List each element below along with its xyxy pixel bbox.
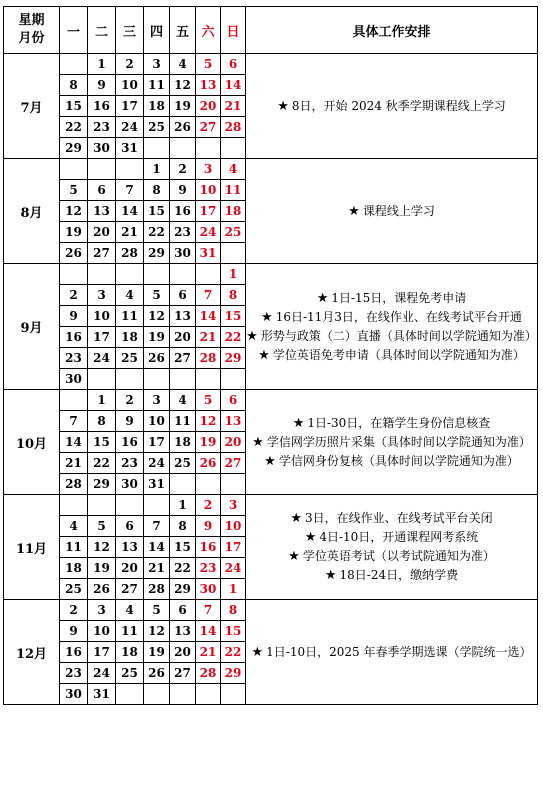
day-cell: 13 <box>196 75 221 96</box>
day-cell <box>196 684 221 705</box>
day-cell: 20 <box>221 432 246 453</box>
day-cell: 2 <box>60 600 88 621</box>
day-cell <box>196 369 221 390</box>
day-cell: 30 <box>116 474 144 495</box>
day-cell: 21 <box>60 453 88 474</box>
day-cell: 7 <box>196 285 221 306</box>
work-plan-item <box>246 97 537 116</box>
day-cell: 29 <box>144 243 170 264</box>
day-cell: 24 <box>116 117 144 138</box>
work-plan-item <box>246 547 537 566</box>
star-icon: ★ <box>288 549 300 564</box>
day-cell <box>144 684 170 705</box>
plan-header: 具体工作安排 <box>246 7 538 54</box>
day-cell: 27 <box>88 243 116 264</box>
day-cell: 10 <box>88 306 116 327</box>
day-cell: 23 <box>60 663 88 684</box>
day-cell: 24 <box>196 222 221 243</box>
week-row <box>4 390 538 411</box>
day-cell: 27 <box>170 663 196 684</box>
day-cell: 14 <box>144 537 170 558</box>
month-label: 11月 <box>4 495 60 600</box>
day-cell: 21 <box>144 558 170 579</box>
day-cell: 29 <box>60 138 88 159</box>
day-cell: 4 <box>60 516 88 537</box>
day-cell: 8 <box>221 285 246 306</box>
work-plan-cell <box>246 159 538 264</box>
day-cell: 4 <box>116 600 144 621</box>
day-cell <box>221 474 246 495</box>
work-plan-cell <box>246 495 538 600</box>
work-plan-item <box>246 202 537 221</box>
day-cell <box>144 264 170 285</box>
day-cell <box>170 264 196 285</box>
day-cell: 22 <box>88 453 116 474</box>
day-cell <box>116 264 144 285</box>
work-plan-text: 4日-10日，开通课程网考系统 <box>319 530 479 544</box>
day-cell: 24 <box>144 453 170 474</box>
day-cell: 9 <box>196 516 221 537</box>
work-plan-cell <box>246 600 538 705</box>
day-cell: 8 <box>170 516 196 537</box>
day-cell <box>196 138 221 159</box>
work-plan-item <box>246 643 537 662</box>
day-cell: 12 <box>196 411 221 432</box>
day-cell <box>60 390 88 411</box>
day-cell: 15 <box>60 96 88 117</box>
day-cell: 14 <box>116 201 144 222</box>
work-plan-text: 18日-24日，缴纳学费 <box>339 568 459 582</box>
day-cell: 5 <box>88 516 116 537</box>
day-cell: 20 <box>116 558 144 579</box>
day-cell: 10 <box>221 516 246 537</box>
day-cell: 14 <box>60 432 88 453</box>
day-cell: 19 <box>60 222 88 243</box>
day-cell: 30 <box>170 243 196 264</box>
day-cell: 28 <box>196 663 221 684</box>
day-cell: 25 <box>221 222 246 243</box>
day-cell: 20 <box>88 222 116 243</box>
day-cell: 18 <box>170 432 196 453</box>
day-cell: 17 <box>88 327 116 348</box>
day-cell: 6 <box>221 54 246 75</box>
day-cell: 14 <box>196 621 221 642</box>
day-cell: 31 <box>116 138 144 159</box>
day-cell: 20 <box>196 96 221 117</box>
day-cell: 24 <box>221 558 246 579</box>
day-cell: 9 <box>60 621 88 642</box>
day-cell <box>88 495 116 516</box>
star-icon: ★ <box>264 453 276 469</box>
weekday-header-fri: 五 <box>170 7 196 54</box>
day-cell: 5 <box>196 54 221 75</box>
work-plan-item <box>246 452 537 471</box>
day-cell: 1 <box>144 159 170 180</box>
day-cell <box>116 495 144 516</box>
day-cell: 22 <box>170 558 196 579</box>
day-cell: 18 <box>116 642 144 663</box>
week-row <box>4 264 538 285</box>
day-cell <box>170 684 196 705</box>
day-cell: 15 <box>88 432 116 453</box>
day-cell: 8 <box>88 411 116 432</box>
work-plan-text: 16日-11月3日，在线作业、在线考试平台开通 <box>275 309 522 324</box>
day-cell: 23 <box>60 348 88 369</box>
star-icon: ★ <box>252 434 264 450</box>
day-cell: 17 <box>116 96 144 117</box>
day-cell: 11 <box>170 411 196 432</box>
day-cell: 6 <box>88 180 116 201</box>
day-cell: 16 <box>170 201 196 222</box>
star-icon: ★ <box>290 511 302 526</box>
day-cell: 21 <box>116 222 144 243</box>
day-cell: 2 <box>116 390 144 411</box>
day-cell <box>60 159 88 180</box>
star-icon: ★ <box>251 644 264 660</box>
day-cell: 6 <box>170 600 196 621</box>
weekday-header-tue: 二 <box>88 7 116 54</box>
day-cell: 13 <box>170 306 196 327</box>
work-plan-item <box>246 308 537 327</box>
day-cell: 10 <box>116 75 144 96</box>
day-cell: 5 <box>196 390 221 411</box>
day-cell <box>60 495 88 516</box>
work-plan-item <box>246 509 537 528</box>
day-cell: 16 <box>60 327 88 348</box>
day-cell: 21 <box>221 96 246 117</box>
day-cell: 2 <box>196 495 221 516</box>
month-label: 7月 <box>4 54 60 159</box>
day-cell: 16 <box>116 432 144 453</box>
corner-header <box>4 7 60 54</box>
day-cell: 24 <box>88 348 116 369</box>
day-cell: 19 <box>144 642 170 663</box>
day-cell: 8 <box>144 180 170 201</box>
star-icon: ★ <box>261 309 273 325</box>
day-cell: 1 <box>170 495 196 516</box>
day-cell: 25 <box>170 453 196 474</box>
day-cell <box>60 54 88 75</box>
day-cell: 12 <box>144 306 170 327</box>
work-plan-cell <box>246 264 538 390</box>
week-row <box>4 600 538 621</box>
day-cell: 22 <box>221 642 246 663</box>
day-cell: 6 <box>116 516 144 537</box>
day-cell: 29 <box>221 663 246 684</box>
day-cell: 27 <box>116 579 144 600</box>
work-plan-item <box>246 566 537 585</box>
star-icon: ★ <box>304 530 317 545</box>
day-cell: 24 <box>88 663 116 684</box>
day-cell: 12 <box>170 75 196 96</box>
day-cell: 12 <box>144 621 170 642</box>
day-cell <box>196 474 221 495</box>
week-row <box>4 495 538 516</box>
day-cell: 18 <box>144 96 170 117</box>
day-cell: 28 <box>196 348 221 369</box>
day-cell <box>88 369 116 390</box>
day-cell <box>221 369 246 390</box>
day-cell: 30 <box>88 138 116 159</box>
day-cell: 1 <box>88 390 116 411</box>
day-cell: 20 <box>170 642 196 663</box>
day-cell <box>170 369 196 390</box>
day-cell: 27 <box>170 348 196 369</box>
day-cell: 12 <box>88 537 116 558</box>
day-cell: 9 <box>116 411 144 432</box>
day-cell: 29 <box>88 474 116 495</box>
day-cell: 13 <box>116 537 144 558</box>
work-plan-text: 1日-30日，在籍学生身份信息核查 <box>307 415 491 430</box>
day-cell: 4 <box>221 159 246 180</box>
day-cell: 31 <box>88 684 116 705</box>
day-cell: 2 <box>170 159 196 180</box>
weekday-header-wed: 三 <box>116 7 144 54</box>
day-cell: 26 <box>88 579 116 600</box>
day-cell: 5 <box>60 180 88 201</box>
day-cell: 31 <box>196 243 221 264</box>
day-cell: 7 <box>144 516 170 537</box>
day-cell: 11 <box>116 621 144 642</box>
day-cell <box>88 159 116 180</box>
day-cell: 3 <box>221 495 246 516</box>
day-cell: 15 <box>221 621 246 642</box>
day-cell: 3 <box>144 54 170 75</box>
day-cell: 2 <box>60 285 88 306</box>
day-cell: 28 <box>116 243 144 264</box>
day-cell: 4 <box>116 285 144 306</box>
day-cell <box>116 159 144 180</box>
day-cell: 23 <box>116 453 144 474</box>
day-cell: 16 <box>88 96 116 117</box>
day-cell: 9 <box>60 306 88 327</box>
day-cell: 25 <box>144 117 170 138</box>
day-cell: 28 <box>144 579 170 600</box>
day-cell: 13 <box>221 411 246 432</box>
month-label: 12月 <box>4 600 60 705</box>
day-cell: 5 <box>144 285 170 306</box>
day-cell <box>221 138 246 159</box>
star-icon: ★ <box>277 98 289 114</box>
day-cell: 18 <box>60 558 88 579</box>
header-row <box>4 7 538 54</box>
day-cell: 11 <box>221 180 246 201</box>
day-cell: 14 <box>196 306 221 327</box>
star-icon: ★ <box>316 290 329 306</box>
day-cell: 27 <box>196 117 221 138</box>
day-cell: 11 <box>144 75 170 96</box>
day-cell <box>60 264 88 285</box>
day-cell <box>116 369 144 390</box>
day-cell: 30 <box>196 579 221 600</box>
weekday-header-sat: 六 <box>196 7 221 54</box>
day-cell: 4 <box>170 54 196 75</box>
day-cell: 3 <box>196 159 221 180</box>
day-cell: 26 <box>170 117 196 138</box>
corner-weekday-label: 星期 <box>18 13 45 28</box>
day-cell: 17 <box>221 537 246 558</box>
month-label: 8月 <box>4 159 60 264</box>
day-cell: 25 <box>116 663 144 684</box>
work-plan-text: 学信网学历照片采集（具体时间以学院通知为准） <box>266 434 531 449</box>
work-plan-text: 学位英语考试（以考试院通知为准） <box>302 549 495 563</box>
work-plan-text: 学信网身份复核（具体时间以学院通知为准） <box>278 453 519 468</box>
day-cell: 15 <box>221 306 246 327</box>
day-cell: 30 <box>60 684 88 705</box>
day-cell: 14 <box>221 75 246 96</box>
day-cell: 11 <box>60 537 88 558</box>
day-cell: 6 <box>170 285 196 306</box>
day-cell: 10 <box>144 411 170 432</box>
day-cell: 9 <box>170 180 196 201</box>
day-cell: 2 <box>116 54 144 75</box>
star-icon: ★ <box>292 415 305 431</box>
day-cell: 26 <box>144 663 170 684</box>
day-cell: 13 <box>170 621 196 642</box>
day-cell: 27 <box>221 453 246 474</box>
star-icon: ★ <box>324 568 337 583</box>
day-cell: 17 <box>144 432 170 453</box>
week-row <box>4 54 538 75</box>
day-cell: 3 <box>144 390 170 411</box>
day-cell: 8 <box>60 75 88 96</box>
day-cell: 25 <box>60 579 88 600</box>
day-cell: 15 <box>144 201 170 222</box>
day-cell: 23 <box>196 558 221 579</box>
day-cell <box>221 684 246 705</box>
corner-month-label: 月份 <box>18 31 45 46</box>
academic-calendar-table <box>3 6 538 705</box>
day-cell: 11 <box>116 306 144 327</box>
work-plan-item <box>246 433 537 452</box>
day-cell: 18 <box>116 327 144 348</box>
day-cell: 13 <box>88 201 116 222</box>
day-cell: 19 <box>170 96 196 117</box>
day-cell: 7 <box>60 411 88 432</box>
work-plan-item <box>246 327 537 346</box>
day-cell: 5 <box>144 600 170 621</box>
day-cell: 21 <box>196 327 221 348</box>
day-cell: 29 <box>221 348 246 369</box>
weekday-header-sun: 日 <box>221 7 246 54</box>
work-plan-text: 1日-10日，2025 年春季学期选课（学院统一选） <box>266 644 532 659</box>
day-cell: 16 <box>196 537 221 558</box>
day-cell: 1 <box>221 264 246 285</box>
day-cell: 8 <box>221 600 246 621</box>
day-cell: 22 <box>221 327 246 348</box>
work-plan-item <box>246 414 537 433</box>
day-cell <box>221 243 246 264</box>
day-cell: 26 <box>196 453 221 474</box>
day-cell: 23 <box>170 222 196 243</box>
day-cell: 29 <box>170 579 196 600</box>
day-cell <box>88 264 116 285</box>
day-cell: 7 <box>116 180 144 201</box>
day-cell: 17 <box>88 642 116 663</box>
day-cell: 16 <box>60 642 88 663</box>
work-plan-item <box>246 346 537 365</box>
day-cell: 25 <box>116 348 144 369</box>
day-cell: 23 <box>88 117 116 138</box>
weekday-header-mon: 一 <box>60 7 88 54</box>
work-plan-text: 学位英语免考申请（具体时间以学院通知为准） <box>272 347 525 362</box>
day-cell: 20 <box>170 327 196 348</box>
day-cell <box>144 495 170 516</box>
day-cell: 26 <box>144 348 170 369</box>
month-label: 10月 <box>4 390 60 495</box>
day-cell: 30 <box>60 369 88 390</box>
star-icon: ★ <box>348 203 360 219</box>
day-cell: 28 <box>221 117 246 138</box>
work-plan-cell <box>246 54 538 159</box>
day-cell: 3 <box>88 285 116 306</box>
day-cell: 9 <box>88 75 116 96</box>
day-cell <box>170 474 196 495</box>
star-icon: ★ <box>246 328 258 344</box>
weekday-header-thu: 四 <box>144 7 170 54</box>
day-cell <box>144 369 170 390</box>
day-cell <box>116 684 144 705</box>
day-cell: 1 <box>221 579 246 600</box>
day-cell: 19 <box>88 558 116 579</box>
day-cell <box>196 264 221 285</box>
day-cell: 7 <box>196 600 221 621</box>
day-cell: 18 <box>221 201 246 222</box>
work-plan-text: 课程线上学习 <box>362 203 435 218</box>
work-plan-text: 形势与政策（二）直播（具体时间以学院通知为准） <box>260 328 537 343</box>
work-plan-item <box>246 289 537 308</box>
day-cell: 26 <box>60 243 88 264</box>
work-plan-text: 3日，在线作业、在线考试平台关闭 <box>305 511 493 525</box>
day-cell: 6 <box>221 390 246 411</box>
day-cell <box>170 138 196 159</box>
week-row <box>4 159 538 180</box>
day-cell: 3 <box>88 600 116 621</box>
work-plan-text: 8日，开始 2024 秋季学期课程线上学习 <box>291 98 506 113</box>
day-cell: 28 <box>60 474 88 495</box>
star-icon: ★ <box>258 347 270 363</box>
day-cell: 22 <box>60 117 88 138</box>
day-cell: 19 <box>196 432 221 453</box>
day-cell: 10 <box>196 180 221 201</box>
work-plan-item <box>246 528 537 547</box>
day-cell: 31 <box>144 474 170 495</box>
day-cell <box>144 138 170 159</box>
day-cell: 10 <box>88 621 116 642</box>
day-cell: 17 <box>196 201 221 222</box>
day-cell: 4 <box>170 390 196 411</box>
work-plan-text: 1日-15日，课程免考申请 <box>331 290 467 305</box>
day-cell: 1 <box>88 54 116 75</box>
calendar-body <box>4 54 538 705</box>
day-cell: 19 <box>144 327 170 348</box>
day-cell: 12 <box>60 201 88 222</box>
work-plan-cell <box>246 390 538 495</box>
day-cell: 22 <box>144 222 170 243</box>
month-label: 9月 <box>4 264 60 390</box>
day-cell: 21 <box>196 642 221 663</box>
day-cell: 15 <box>170 537 196 558</box>
